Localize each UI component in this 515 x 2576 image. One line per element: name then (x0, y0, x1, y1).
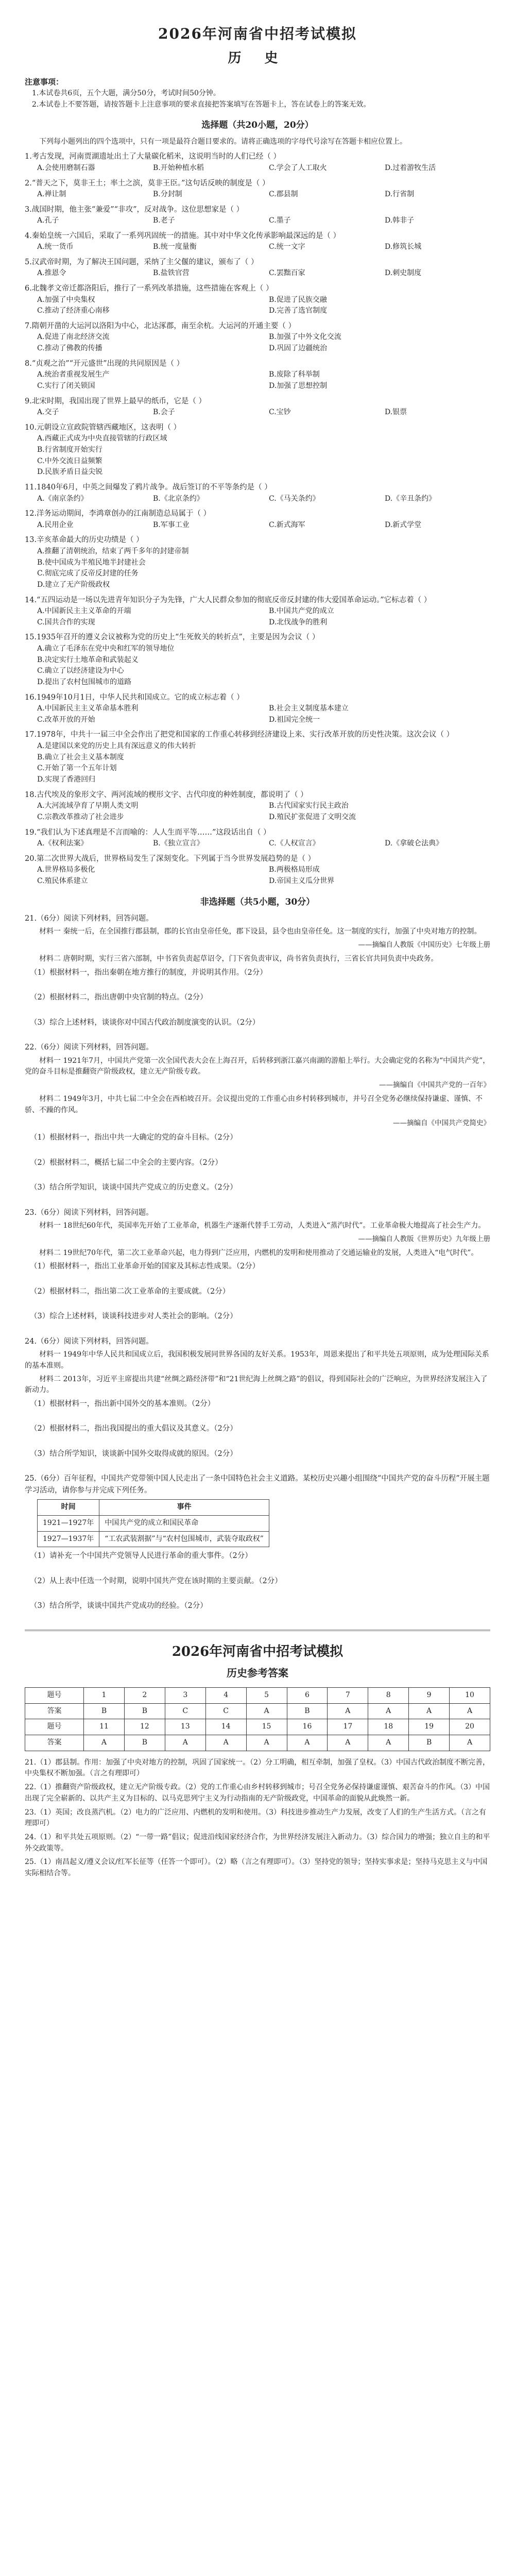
section1-head: 选择题（共20小题，20分） (201, 120, 314, 131)
mc-question (25, 595, 490, 629)
sub-question: （3）结合所学知识，谈谈新中国外交取得成就的原因。（2分） (30, 1449, 237, 1458)
option-c: C.宝钞 (269, 408, 291, 417)
mc-question (25, 178, 490, 200)
material-text: 材料二 19世纪70年代，第二次工业革命兴起，电力得到广泛应用，内燃机的发明和使用推动了交通运输业的发展，人类进入“电气时代”。 (39, 1248, 478, 1257)
option-a: A.《权利法案》 (37, 839, 88, 848)
option-b: B.会子 (153, 408, 175, 417)
sub-question: （3）结合所学，谈谈中国共产党成功的经验。（2分） (30, 1602, 208, 1611)
option-group (25, 369, 490, 392)
option-group (25, 520, 490, 531)
answer-explanations (25, 1757, 490, 1879)
mc-question (25, 789, 490, 823)
table-cell: B (124, 1703, 165, 1719)
table-cell: 11 (84, 1719, 125, 1735)
question-stem: 14.“五四运动是一场以先进青年知识分子为先锋，广大人民群众参加的彻底反帝反封建的伟大爱国革命运动。”它标志着（ ） (25, 596, 432, 604)
notice-item: 2.本试卷上不要答题，请按答题卡上注意事项的要求直接把答案填写在答题卡上，答在试卷上的答案无效。 (32, 100, 371, 109)
table-cell: A (409, 1703, 450, 1719)
mc-question (25, 151, 490, 174)
option-d: D.韩非子 (385, 216, 415, 225)
option-group (25, 801, 490, 823)
table-cell: A (368, 1703, 409, 1719)
section-divider (25, 1630, 490, 1631)
option-b: B.《独立宣言》 (153, 839, 204, 848)
table-header-cell: 事件 (99, 1500, 269, 1516)
option-d: D.银票 (385, 408, 407, 417)
table-cell: 1921—1927年 (38, 1515, 99, 1531)
mc-question (25, 853, 490, 887)
table-cell: 7 (328, 1688, 368, 1704)
option-c: C.学会了人工取火 (269, 163, 327, 172)
sub-question: （1）根据材料一，指出新中国外交的基本准则。（2分） (30, 1399, 215, 1408)
table-cell: 15 (246, 1719, 287, 1735)
table-header-cell: 答案 (25, 1703, 84, 1719)
question-stem: 25.（6分）百年征程，中国共产党带领中国人民走出了一条中国特色社会主义道路。某校历史兴趣小组围绕“中国共产党的奋斗历程”开展主题学习活动，请你参与并完成下列任务。 (25, 1475, 490, 1495)
option-group (25, 332, 490, 354)
notice-block (25, 76, 490, 111)
exam-sheet (25, 23, 490, 1879)
table-row (25, 1703, 490, 1719)
option-d: D.刺史制度 (385, 269, 422, 278)
table-cell: C (205, 1703, 246, 1719)
question-stem: 22.（6分）阅读下列材料，回答问题。 (25, 1043, 153, 1052)
option-c: C.《人权宣言》 (269, 839, 320, 848)
option-a: A.中国新民主主义革命的开端 (37, 607, 131, 616)
mc-question-list-2 (25, 482, 490, 887)
option-c: C.彻底完成了反帝反封建的任务 (37, 569, 139, 578)
option-c: C.开始了第一个五年计划 (37, 764, 117, 773)
mc-question (25, 827, 490, 850)
material-text: 材料一 1921年7月，中国共产党第一次全国代表大会在上海召开，后转移到浙江嘉兴南湖的游船上举行。大会确定党的名称为“中国共产党”，党的奋斗目标是推翻资产阶级政权，建立无产阶级专政。 (25, 1056, 490, 1076)
table-cell: A (328, 1703, 368, 1719)
material-source: ——摘编自《中国共产党的一百年》 (379, 1080, 490, 1089)
table-cell: A (246, 1703, 287, 1719)
option-a: A.促进了南北经济交流 (37, 333, 110, 342)
option-d: D.北伐战争的胜利 (269, 618, 328, 626)
option-c: C.推动了经济重心南移 (37, 307, 110, 315)
option-b: B.确立了社会主义基本制度 (37, 753, 124, 761)
question-stem: 18.古代埃及的象形文字、两河流域的楔形文字、古代印度的种姓制度，都说明了（ ） (25, 790, 308, 799)
option-a: A.推翻了清朝统治，结束了两千多年的封建帝制 (37, 547, 189, 555)
question-stem: 23.（6分）阅读下列材料，回答问题。 (25, 1208, 153, 1217)
question-stem: 15.1935年召开的遵义会议被称为党的历史上“生死攸关的转折点”，主要是因为会议（ ） (25, 633, 320, 642)
option-a: A.统治者重视发展生产 (37, 370, 110, 379)
table-cell: “工农武装割据”与“农村包围城市，武装夺取政权” (99, 1531, 269, 1547)
question-24 (25, 1336, 490, 1460)
option-group (25, 546, 490, 591)
question-stem: 21.（6分）阅读下列材料，回答问题。 (25, 914, 153, 923)
option-group (25, 407, 490, 418)
option-a: A.民用企业 (37, 520, 74, 529)
exam-subject: 历 史 (228, 50, 287, 66)
table-cell: B (84, 1703, 125, 1719)
sub-question: （3）结合所学知识，谈谈中国共产党成立的历史意义。（2分） (30, 1183, 237, 1192)
table-cell: 16 (287, 1719, 328, 1735)
option-d: D.修筑长城 (385, 243, 422, 251)
sub-question: （1）请补充一个中国共产党领导人民进行革命的重大事件。（2分） (30, 1552, 252, 1561)
answer-item: 23.（1）英国；改良蒸汽机。（2）电力的广泛应用、内燃机的发明和使用。（3）科技进步推动生产力发展，改变了人们的生产生活方式。（言之有理即可） (25, 1808, 486, 1828)
option-group (25, 838, 490, 850)
mc-question (25, 632, 490, 688)
sub-question: （2）根据材料二，指出第二次工业革命的主要成就。（2分） (30, 1287, 230, 1296)
question-stem: 16.1949年10月1日，中华人民共和国成立。它的成立标志着（ ） (25, 693, 244, 702)
option-c: C.《马关条约》 (269, 494, 320, 503)
answer-item: 22.（1）推翻资产阶级政权，建立无产阶级专政。（2）党的工作重心由乡村转移到城市；号召全党务必保持谦虚谨慎、艰苦奋斗的作风。（3）中国出现了完全崭新的、以共产主义为目标的、以马克思列宁主义为行动指南的无产阶级政党，中国革命的面貌从此焕然一新。 (25, 1783, 490, 1803)
option-a: A.禅让制 (37, 190, 66, 198)
option-a: A.孔子 (37, 216, 59, 225)
option-a: A.中国新民主主义革命基本胜利 (37, 704, 139, 713)
table-cell: 13 (165, 1719, 205, 1735)
option-a: A.大河流域孕育了早期人类文明 (37, 802, 139, 810)
mc-question (25, 358, 490, 392)
material-text: 材料一 秦统一后，在全国推行郡县制，郡的长官由皇帝任免，郡下设县，县令也由皇帝任免。这一制度的实行，加强了中央对地方的控制。 (39, 927, 482, 936)
question-stem: 12.洋务运动期间，李鸿章创办的江南制造总局属于（ ） (25, 510, 211, 518)
timeline-table (37, 1499, 269, 1547)
mc-question (25, 257, 490, 279)
table-cell: B (287, 1703, 328, 1719)
option-group (25, 189, 490, 200)
sub-question: （2）根据材料二，概括七届二中全会的主要内容。（2分） (30, 1158, 222, 1167)
table-header-cell: 题号 (25, 1719, 84, 1735)
table-row (38, 1531, 269, 1547)
mc-question (25, 534, 490, 590)
question-stem: 11.1840年6月，中英之间爆发了鸦片战争。战后签订的不平等条约是（ ） (25, 483, 272, 492)
question-stem: 13.辛亥革命最大的历史功绩是（ ） (25, 536, 144, 545)
option-c: C.郡县制 (269, 190, 298, 198)
mc-question (25, 729, 490, 785)
mc-question (25, 508, 490, 531)
option-b: B.分封制 (153, 190, 182, 198)
option-b: B.行省制度开始实行 (37, 445, 102, 454)
question-25 (25, 1473, 490, 1612)
table-row (25, 1735, 490, 1751)
option-d: D.建立了无产阶级政权 (37, 580, 110, 589)
option-c: C.确立了以经济建设为中心 (37, 667, 124, 675)
table-header-cell: 题号 (25, 1688, 84, 1704)
option-d: D.帝国主义瓜分世界 (269, 876, 335, 885)
material-text: 材料二 1949年3月，中共七届二中全会在西柏坡召开。会议提出党的工作重心由乡村转移到城市，并号召全党务必继续保持谦虚、谨慎、不骄、不躁的作风。 (25, 1094, 483, 1114)
material-source: ——摘编自人教版《世界历史》九年级上册 (358, 1234, 490, 1243)
option-c: C.宗教改革推动了社会进步 (37, 812, 124, 821)
answer-subtitle: 历史参考答案 (227, 1667, 288, 1680)
option-a: A.会使用磨制石器 (37, 163, 95, 172)
table-cell: 1927—1937年 (38, 1531, 99, 1547)
table-cell: A (205, 1735, 246, 1751)
option-d: D.行省制 (385, 190, 415, 198)
table-header-cell: 答案 (25, 1735, 84, 1751)
option-b: B.促进了民族交融 (269, 295, 327, 304)
option-a: A.西藏正式成为中央直接管辖的行政区域 (37, 434, 167, 443)
question-stem: 17.1978年，中共十一届三中全会作出了把党和国家的工作重心转移到经济建设上来、实行改革开放的历史性决策。这次会议（ ） (25, 731, 454, 739)
sub-question: （1）根据材料一，指出工业革命开始的国家及其标志性成果。（2分） (30, 1262, 260, 1271)
table-cell: 10 (450, 1688, 490, 1704)
table-header-row (38, 1500, 269, 1516)
option-a: A.确立了毛泽东在党中央和红军的领导地位 (37, 644, 175, 653)
table-cell: A (287, 1735, 328, 1751)
answer-item: 24.（1）和平共处五项原则。（2）“一带一路”倡议；促进沿线国家经济合作，为世界经济发展注入新动力。（3）综合国力的增强；独立自主的和平外交政策等。 (25, 1833, 490, 1853)
option-group (25, 494, 490, 505)
option-group (25, 163, 490, 174)
sub-question: （3）综合上述材料，谈谈科技进步对人类社会的影响。（2分） (30, 1312, 237, 1321)
option-b: B.使中国成为半殖民地半封建社会 (37, 558, 146, 567)
option-b: B.两极格局形成 (269, 866, 320, 874)
table-cell: 17 (328, 1719, 368, 1735)
option-c: C.中外交流日益频繁 (37, 456, 102, 465)
question-stem: 1.考古发现，河南贾湖遗址出土了大量碳化稻米，这说明当时的人们已经（ ） (25, 152, 281, 161)
table-cell: B (409, 1735, 450, 1751)
option-b: B.《北京条约》 (153, 494, 204, 503)
mc-question-list (25, 151, 490, 478)
table-cell: 4 (205, 1688, 246, 1704)
question-21 (25, 913, 490, 1028)
answer-item: 21.（1）郡县制。作用：加强了中央对地方的控制，巩固了国家统一。（2）分工明确，相互牵制，加强了皇权。（3）中国古代政治制度不断完善，中央集权不断加强。（言之有理即可） (25, 1758, 490, 1778)
option-group (25, 295, 490, 317)
option-b: B.统一度量衡 (153, 243, 197, 251)
table-row (38, 1515, 269, 1531)
option-group (25, 865, 490, 887)
option-b: B.社会主义制度基本建立 (269, 704, 349, 713)
question-23 (25, 1207, 490, 1323)
question-stem: 19.“我们认为下述真理是不言而喻的：人人生而平等……”这段话出自（ ） (25, 828, 271, 837)
sub-question: （2）根据材料二，指出我国提出的重大倡议及其意义。（2分） (30, 1425, 237, 1433)
option-group (25, 606, 490, 628)
sub-question: （2）从上表中任选一个时期，说明中国共产党在该时期的主要贡献。（2分） (30, 1577, 282, 1585)
option-c: C.殖民体系建立 (37, 876, 88, 885)
table-cell: A (246, 1735, 287, 1751)
exam-title: 2026年河南省中招考试模拟 (158, 25, 357, 42)
question-stem: 20.第二次世界大战后，世界格局发生了深刻变化。下列属于当今世界发展趋势的是（ ） (25, 854, 316, 863)
material-source: ——摘编自人教版《中国历史》七年级上册 (358, 941, 490, 950)
table-cell: 6 (287, 1688, 328, 1704)
option-group (25, 242, 490, 253)
table-cell: A (328, 1735, 368, 1751)
option-c: C.罢黜百家 (269, 269, 305, 278)
mc-question (25, 283, 490, 317)
option-b: B.盐铁官营 (153, 269, 190, 278)
option-group (25, 215, 490, 227)
notice-item: 1.本试卷共6页，五个大题，满分50分，考试时间50分钟。 (32, 89, 220, 97)
question-stem: 24.（6分）阅读下列材料，回答问题。 (25, 1337, 153, 1346)
option-b: B.废除了科举制 (269, 370, 320, 379)
mc-question (25, 320, 490, 354)
question-stem: 6.北魏孝文帝迁都洛阳后，推行了一系列改革措施，这些措施在客观上（ ） (25, 284, 273, 293)
table-cell: 3 (165, 1688, 205, 1704)
material-text: 材料一 18世纪60年代，英国率先开始了工业革命，机器生产逐渐代替手工劳动，人类进入“蒸汽时代”。工业革命极大地提高了社会生产力。 (39, 1221, 486, 1230)
notice-label: 注意事项： (25, 77, 64, 87)
table-cell: 中国共产党的成立和国民革命 (99, 1515, 269, 1531)
option-c: C.改革开放的开始 (37, 715, 95, 724)
option-d: D.加强了思想控制 (269, 381, 328, 390)
mc-question (25, 692, 490, 726)
option-b: B.开始种植水稻 (153, 163, 204, 172)
section2-head: 非选择题（共5小题，30分） (200, 896, 315, 907)
table-cell: A (450, 1735, 490, 1751)
option-d: D.新式学堂 (385, 520, 422, 529)
table-cell: 1 (84, 1688, 125, 1704)
mc-question (25, 396, 490, 418)
option-a: A.加强了中央集权 (37, 295, 95, 304)
mc-question (25, 204, 490, 227)
mc-question (25, 422, 490, 478)
question-stem: 7.隋朝开凿的大运河以洛阳为中心，北达涿郡，南至余杭。大运河的开通主要（ ） (25, 321, 296, 330)
table-row (25, 1719, 490, 1735)
table-cell: A (84, 1735, 125, 1751)
table-cell: A (450, 1703, 490, 1719)
table-row (25, 1688, 490, 1704)
table-cell: 9 (409, 1688, 450, 1704)
option-d: D.提出了农村包围城市的道路 (37, 677, 132, 686)
answer-item: 25.（1）南昌起义/遵义会议/红军长征等（任答一个即可）。（2）略（言之有理即可）。（3）坚持党的领导；坚持实事求是；坚持马克思主义与中国实际相结合等。 (25, 1858, 488, 1877)
section1-intro: 下列每小题列出的四个选项中，只有一项是最符合题目要求的。请将正确选项的字母代号涂写在答题卡相应位置上。 (39, 137, 407, 146)
option-b: B.老子 (153, 216, 175, 225)
answer-title: 2026年河南省中招考试模拟 (171, 1643, 344, 1659)
option-d: D.过着游牧生活 (385, 163, 436, 172)
option-d: D.实现了香港回归 (37, 775, 96, 784)
option-d: D.完善了选官制度 (269, 307, 328, 315)
sub-question: （1）根据材料一，指出中共一大确定的党的奋斗目标。（2分） (30, 1133, 237, 1142)
table-cell: 20 (450, 1719, 490, 1735)
option-group (25, 741, 490, 786)
option-d: D.《拿破仑法典》 (385, 839, 443, 848)
option-a: A.《南京条约》 (37, 494, 88, 503)
option-b: B.古代国家实行民主政治 (269, 802, 349, 810)
option-group (25, 433, 490, 478)
material-text: 材料二 唐朝时期，实行三省六部制，中书省负责起草诏令，门下省负责审议，尚书省负责执行，三省长官共同负责中央政务。 (39, 954, 438, 963)
option-c: C.统一文字 (269, 243, 305, 251)
option-b: B.决定实行土地革命和武装起义 (37, 655, 139, 664)
table-cell: 14 (205, 1719, 246, 1735)
sub-question: （1）根据材料一，指出秦朝在地方推行的制度，并说明其作用。（2分） (30, 968, 267, 977)
option-d: D.巩固了边疆统治 (269, 344, 328, 353)
option-a: A.世界格局多极化 (37, 866, 95, 874)
option-a: A.交子 (37, 408, 59, 417)
answer-key-table (25, 1687, 490, 1751)
option-group (25, 268, 490, 279)
mc-question (25, 482, 490, 504)
option-d: D.《辛丑条约》 (385, 494, 436, 503)
option-c: C.墨子 (269, 216, 291, 225)
option-b: B.军事工业 (153, 520, 190, 529)
option-group (25, 643, 490, 688)
question-stem: 4.秦始皇统一六国后，采取了一系列巩固统一的措施。其中对中华文化传承影响最深远的是（ ） (25, 231, 340, 240)
table-cell: 12 (124, 1719, 165, 1735)
question-stem: 10.元朝设立宣政院管辖西藏地区，这表明（ ） (25, 423, 181, 432)
option-c: C.新式海军 (269, 520, 305, 529)
table-cell: A (368, 1735, 409, 1751)
option-d: D.殖民扩张促进了文明交流 (269, 812, 356, 821)
table-cell: 8 (368, 1688, 409, 1704)
table-cell: C (165, 1703, 205, 1719)
question-22 (25, 1042, 490, 1193)
material-text: 材料一 1949年中华人民共和国成立后，我国积极发展同世界各国的友好关系。1953年，周恩来提出了和平共处五项原则，成为处理国际关系的基本准则。 (25, 1350, 489, 1370)
option-d: D.祖国完全统一 (269, 715, 320, 724)
option-c: C.推动了佛教的传播 (37, 344, 102, 353)
option-b: B.加强了中外文化交流 (269, 333, 341, 342)
option-group (25, 703, 490, 725)
question-stem: 8.“贞观之治”“开元盛世”出现的共同原因是（ ） (25, 359, 184, 368)
sub-question: （2）根据材料二，指出唐朝中央官制的特点。（2分） (30, 993, 208, 1002)
table-cell: 5 (246, 1688, 287, 1704)
option-a: A.统一货币 (37, 243, 74, 251)
table-cell: B (124, 1735, 165, 1751)
question-stem: 9.北宋时期，我国出现了世界上最早的纸币，它是（ ） (25, 397, 206, 405)
question-stem: 2.“普天之下，莫非王土；率土之滨，莫非王臣。”这句话反映的制度是（ ） (25, 179, 270, 188)
option-c: C.实行了闭关锁国 (37, 381, 95, 390)
option-a: A.推恩令 (37, 269, 66, 278)
mc-question (25, 230, 490, 253)
option-c: C.国共合作的实现 (37, 618, 95, 626)
table-header-cell: 时间 (38, 1500, 99, 1516)
table-cell: 19 (409, 1719, 450, 1735)
option-d: D.民族矛盾日益尖锐 (37, 468, 103, 477)
material-source: ——摘编自《中国共产党简史》 (393, 1119, 490, 1128)
table-cell: 18 (368, 1719, 409, 1735)
sub-question: （3）综合上述材料，谈谈你对中国古代政治制度演变的认识。（2分） (30, 1018, 260, 1027)
table-cell: A (165, 1735, 205, 1751)
option-a: A.是建国以来党的历史上具有深远意义的伟大转折 (37, 741, 196, 750)
question-stem: 5.汉武帝时期，为了解决王国问题，采纳了主父偃的建议，颁布了（ ） (25, 258, 259, 266)
option-b: B.中国共产党的成立 (269, 607, 334, 616)
question-stem: 3.战国时期，他主张“兼爱”“非攻”，反对战争。这位思想家是（ ） (25, 205, 244, 214)
table-cell: 2 (124, 1688, 165, 1704)
material-text: 材料二 2013年，习近平主席提出共建“丝绸之路经济带”和“21世纪海上丝绸之路”的倡议，得到国际社会的广泛响应，为世界经济发展注入了新动力。 (25, 1375, 488, 1395)
